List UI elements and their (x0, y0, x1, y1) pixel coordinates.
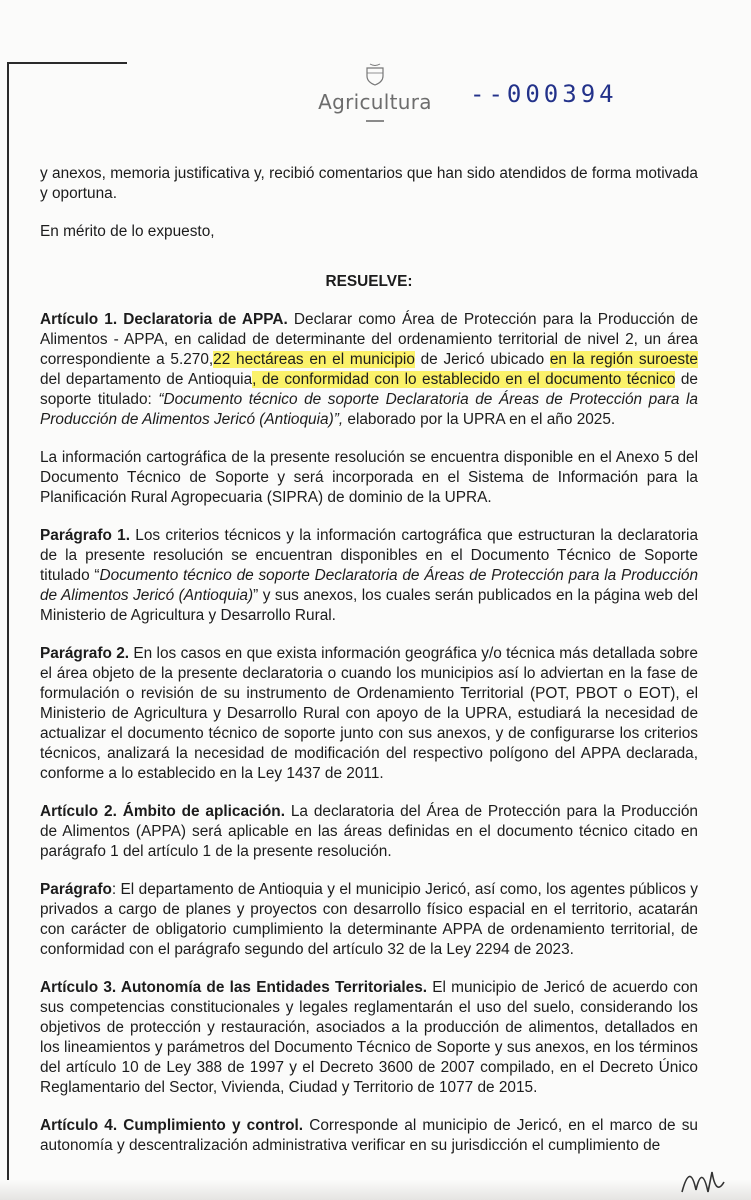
article-4 (40, 1116, 698, 1156)
article-1-text-d: de soporte titulado: (40, 371, 698, 408)
article-1 (40, 310, 698, 430)
logo-underline (366, 120, 384, 122)
signature-scribble-icon (672, 1152, 732, 1200)
intro-paragraph: y anexos, memoria justificativa y, recibió comentarios que han sido atendidos de forma motivada y oportuna. (40, 165, 698, 202)
article-3-title: Artículo 3. Autonomía de las Entidades Territoriales. (40, 979, 428, 996)
logo-text: Agricultura (318, 90, 432, 114)
article-1-text-a: Declarar como Área de Protección para la Producción de Alimentos - APPA, en calidad de determinante del ordenamiento territorial de nivel 2, un área correspondiente a 5.270, (40, 311, 698, 368)
article-1-text-c: del departamento de Antioquia (40, 371, 253, 388)
coat-of-arms-icon (364, 62, 386, 86)
paragraph-3-title: Parágrafo (40, 881, 112, 898)
article-4-title: Artículo 4. Cumplimiento y control. (40, 1117, 304, 1134)
margin-line (7, 62, 9, 1200)
article-3 (40, 978, 698, 1098)
paragraph-1 (40, 526, 698, 626)
header-rule (7, 62, 127, 64)
paragraph-1-doc-title: Documento técnico de soporte Declaratoria de Áreas de Protección para la Producción de Alimentos Jericó (Antioquia) (40, 567, 699, 604)
page-bottom-shadow (0, 1180, 751, 1200)
article-1-highlight-c: , de conformidad con lo establecido en el documento técnico (252, 371, 676, 388)
cartography-paragraph: La información cartográfica de la presente resolución se encuentra disponible en el Anexo 5 del Documento Técnico de Soporte y será incorporada en el Sistema de Información para la Planificación Rural Agropecuaria (SIPRA) de dominio de la UPRA. (40, 449, 698, 506)
paragraph-2-text: En los casos en que exista información geográfica y/o técnica más detallada sobre el área objeto de la presente declaratoria o cuando los municipios así lo adviertan en la fase de formulación o revisión de su instrumento de Ordenamiento Territorial (POT, PBOT o EOT), el Ministerio de Agricultura y Desarrollo Rural con apoyo de la UPRA, estudiará la necesidad de actualizar el documento técnico de soporte junto con sus anexos, y de configurarse los criterios técnicos, analizará la necesidad de modificación del respectivo polígono del APPA declarada, conforme a lo establecido en la Ley 1437 de 2011. (40, 645, 698, 782)
article-1-text-b: de Jericó ubicado (414, 351, 550, 368)
paragraph-2-title: Parágrafo 2. (40, 645, 130, 662)
article-2 (40, 802, 698, 862)
article-1-title: Artículo 1. Declaratoria de APPA. (40, 311, 288, 328)
paragraph-1-title: Parágrafo 1. (40, 527, 130, 544)
resuelve-heading: RESUELVE: (325, 273, 413, 290)
paragraph-3-text: : El departamento de Antioquia y el municipio Jericó, así como, los agentes públicos y privados a cargo de planes y proyectos con desarrollo físico espacial en el territorio, acatarán con carácter de obligatorio cumplimiento la determinante APPA de ordenamiento territorial, de conformidad con el parágrafo segundo del artículo 32 de la Ley 2294 de 2023. (40, 881, 698, 958)
resolution-number: --000394 (470, 80, 618, 108)
paragraph-2 (40, 644, 698, 784)
article-2-title: Artículo 2. Ámbito de aplicación. (40, 803, 285, 820)
article-1-text-e: elaborado por la UPRA en el año 2025. (343, 411, 616, 428)
merit-line: En mérito de lo expuesto, (40, 223, 215, 240)
article-1-doc-title: “Documento técnico de soporte Declaratoria de Áreas de Protección para la Producción de Alimentos Jericó (Antioquia)”, (40, 391, 698, 428)
document-body (40, 164, 698, 1174)
article-1-highlight-b: en la región suroeste (549, 351, 698, 368)
article-4-text: Corresponde al municipio de Jericó, en el marco de su autonomía y descentralización administrativa verificar en su jurisdicción el cumplimiento de (40, 1117, 698, 1154)
article-3-text: El municipio de Jericó de acuerdo con sus competencias constitucionales y legales reglamentarán el uso del suelo, considerando los objetivos de protección y restauración, asociados a la producción de alimentos, detallados en los lineamientos y parámetros del Documento Técnico de Soporte y sus anexos, en los términos del artículo 10 de Ley 388 de 1997 y el Decreto 3600 de 2007 compilado, en el Decreto Único Reglamentario del Sector, Vivienda, Ciudad y Territorio de 1077 de 2015. (40, 979, 698, 1096)
article-1-highlight-a: 22 hectáreas en el municipio (213, 351, 415, 368)
paragraph-1-text-b: ” y sus anexos, los cuales serán publicados en la página web del Ministerio de Agricultura y Desarrollo Rural. (40, 587, 699, 624)
ministry-logo (310, 58, 440, 136)
paragraph-3 (40, 880, 698, 960)
article-2-text: La declaratoria del Área de Protección para la Producción de Alimentos (APPA) será aplicable en las áreas definidas en el documento técnico citado en parágrafo 1 del artículo 1 de la presente resolución. (40, 803, 698, 860)
paragraph-1-text-a: Los criterios técnicos y la información cartográfica que estructuran la declaratoria de la presente resolución se encuentran disponibles en el Documento Técnico de Soporte titulado “ (40, 527, 699, 584)
